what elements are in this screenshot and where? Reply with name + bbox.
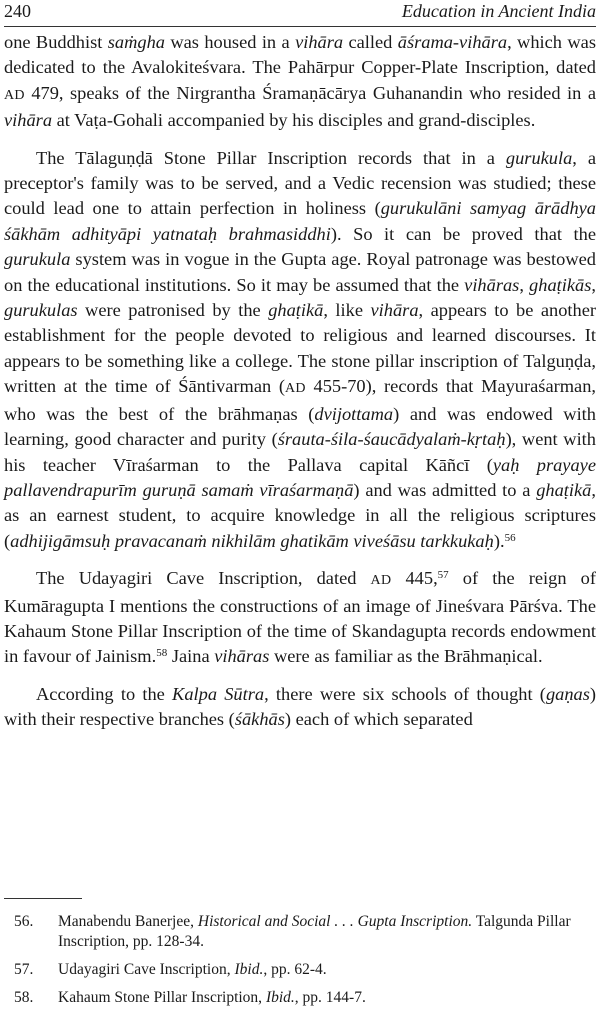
text-run: AD [4, 87, 25, 103]
footnote [14, 988, 590, 1008]
text-run: According to the [36, 683, 173, 704]
text-run: one Buddhist [4, 32, 108, 52]
italic-term: ghaṭikā [268, 300, 324, 321]
italic-term: vihāra [370, 300, 419, 321]
italic-term: Ibid. [265, 989, 295, 1006]
footnote-ref: 57 [437, 569, 449, 582]
footnotes [14, 912, 590, 1016]
paragraph [4, 146, 596, 555]
text-run: , pp. 62-4. [263, 961, 327, 978]
text-run: , a preceptor's family was to be served, and a Vedic recension was studied; these could lead one to attain perfection in holiness ( [4, 147, 596, 219]
italic-term: gurukula [505, 147, 573, 168]
footnote-text [58, 912, 590, 952]
text-run: ) with their respective branches ( [4, 683, 597, 730]
text-run: The Tālaguṇḍā Stone Pillar Inscription records that in a [36, 147, 506, 168]
text-run: Talgunda Pillar Inscription, pp. 128-34. [58, 913, 571, 950]
text-run: called [343, 32, 398, 52]
text-run: AD [370, 573, 392, 589]
text-run: of the reign of Kumāragupta I mentions the constructions of an image of Jineśvara Pārśva. The Kahaum Stone Pillar Inscription of the time of Skandagupta records endowment in favour of Jainism. [4, 568, 596, 667]
page-number: 240 [4, 1, 31, 21]
italic-term: vihāras [214, 646, 270, 667]
footnote-text [58, 988, 590, 1008]
text-run: ). So it can be proved that the [330, 223, 596, 244]
text-run: ) and was admitted to a [353, 479, 537, 500]
text-run: Udayagiri Cave Inscription, [58, 961, 235, 978]
text-run: 479, speaks of the Nirgrantha Śramaṇācārya Guhanandin who resided in a [24, 82, 596, 103]
running-head-title: Education in Ancient India [401, 1, 596, 21]
text-run: , like [323, 300, 371, 321]
italic-term: vihāras [464, 274, 520, 295]
italic-term: gurukulāni samyag ārādhya śākhām adhityāpi yatnataḥ brahmasiddhi [4, 198, 596, 244]
text-run: at Vaṭa-Gohali accompanied by his disciples and grand-disciples. [52, 110, 536, 131]
italic-term: Kalpa Sūtra [172, 683, 265, 704]
text-run: Kahaum Stone Pillar Inscription, [58, 989, 266, 1006]
footnote-ref: 56 [504, 531, 516, 544]
paragraph [4, 682, 596, 733]
text-run: ), went with his teacher Vīraśarman to the Pallava capital Kāñcī ( [4, 429, 596, 475]
text-run: were as familiar as the Brāhmaṇical. [269, 646, 543, 667]
italic-term: adhijigāmsuḥ pravacanaṁ nikhilām ghatikām viveśāsu tarkkukaḥ [10, 530, 494, 551]
text-run: 445, [391, 568, 438, 589]
header-rule [4, 26, 596, 27]
italic-term: gurukula [4, 249, 71, 270]
italic-term: Ibid. [234, 961, 264, 978]
text-run: was housed in a [164, 32, 296, 52]
footnote-number: 58. [14, 989, 34, 1006]
text-run: Jaina [167, 646, 215, 667]
text-run: , [519, 274, 530, 295]
page-header [4, 0, 596, 22]
italic-term: vihāra [295, 32, 344, 52]
text-run: , pp. 144-7. [294, 989, 366, 1006]
italic-term: yaḥ prayaye pallavendrapurīm guruṇā samaṁ vīraśarmaṇā [4, 454, 596, 500]
footnote-rule [4, 898, 82, 899]
text-run: , as an earnest student, to acquire knowledge in all the religious scriptures ( [4, 479, 596, 551]
italic-term: āśrama-vihāra [397, 32, 508, 52]
italic-term: saṁgha [107, 32, 165, 52]
text-run: , [591, 274, 596, 295]
footnote-number: 57. [14, 961, 34, 978]
text-run: ). [493, 530, 505, 551]
text-run: AD [285, 381, 306, 397]
italic-term: śrauta-śila-śaucādyalaṁ-kṛtaḥ [277, 429, 506, 450]
italic-term: gaṇas [545, 683, 590, 704]
footnote [14, 912, 590, 952]
paragraph [4, 566, 596, 670]
paragraph [4, 30, 596, 134]
text-run: , which was dedicated to the Avalokiteśvara. The Pahārpur Copper-Plate Inscription, dated [4, 32, 596, 78]
text-run: , appears to be another establishment for the people devoted to religious and learned discourses. It appears to be something like a college. The stone pillar inscription of Talguṇḍa, written at the time of Śāntivarman ( [4, 300, 596, 397]
text-run: Manabendu Banerjee, [58, 913, 198, 930]
text-run: ) each of which separated [284, 709, 473, 730]
text-run: system was in vogue in the Gupta age. Royal patronage was bestowed on the educational institutions. So it may be assumed that the [4, 249, 596, 295]
body-text [4, 30, 596, 745]
footnote-ref: 58 [156, 647, 168, 660]
italic-term: vihāra [4, 110, 53, 131]
text-run: ) and was endowed with learning, good character and purity ( [4, 403, 596, 450]
footnote-text [58, 960, 590, 980]
footnote-number: 56. [14, 913, 34, 930]
text-run: 455-70), records that Mayuraśarman, who was the best of the brāhmaṇas ( [4, 376, 596, 424]
text-run: were patronised by the [77, 300, 269, 321]
italic-term: śākhās [234, 709, 285, 730]
italic-term: ghaṭikā [536, 479, 592, 500]
italic-term: Historical and Social . . . Gupta Inscription. [197, 913, 473, 930]
italic-term: ghaṭikās [529, 274, 592, 295]
text-run: , there were six schools of thought ( [264, 683, 546, 704]
italic-term: gurukulas [4, 300, 78, 321]
text-run: The Udayagiri Cave Inscription, dated [36, 568, 371, 589]
italic-term: dvijottama [314, 403, 394, 424]
footnote [14, 960, 590, 980]
